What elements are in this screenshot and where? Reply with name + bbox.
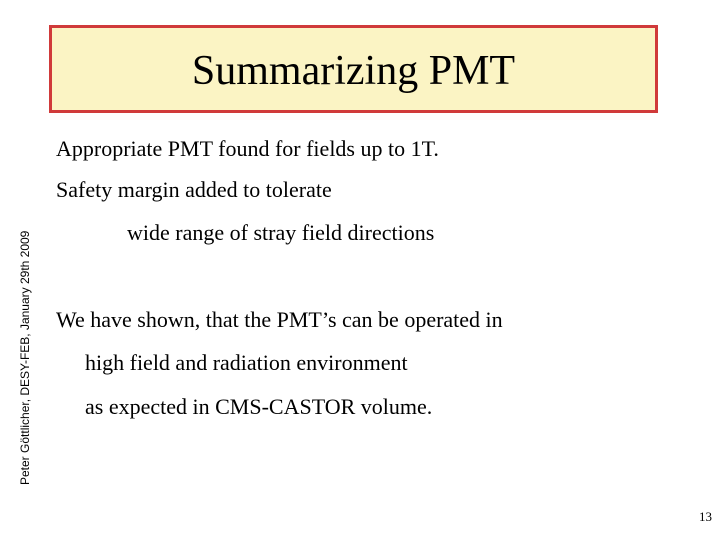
page-number: 13 — [699, 509, 712, 524]
text-line-3: wide range of stray field directions — [127, 220, 435, 245]
title-box — [49, 25, 658, 113]
side-credit: Peter Göttlicher, DESY-FEB, January 29th 2009 — [18, 230, 32, 485]
text-line-6: as expected in CMS-CASTOR volume. — [85, 394, 433, 419]
slide-title: Summarizing PMT — [191, 48, 516, 94]
text-line-4: We have shown, that the PMT’s can be operated in — [56, 307, 503, 332]
text-line-2: Safety margin added to tolerate — [56, 177, 332, 202]
text-line-1: Appropriate PMT found for fields up to 1T. — [56, 136, 439, 161]
text-line-5: high field and radiation environment — [85, 350, 408, 375]
